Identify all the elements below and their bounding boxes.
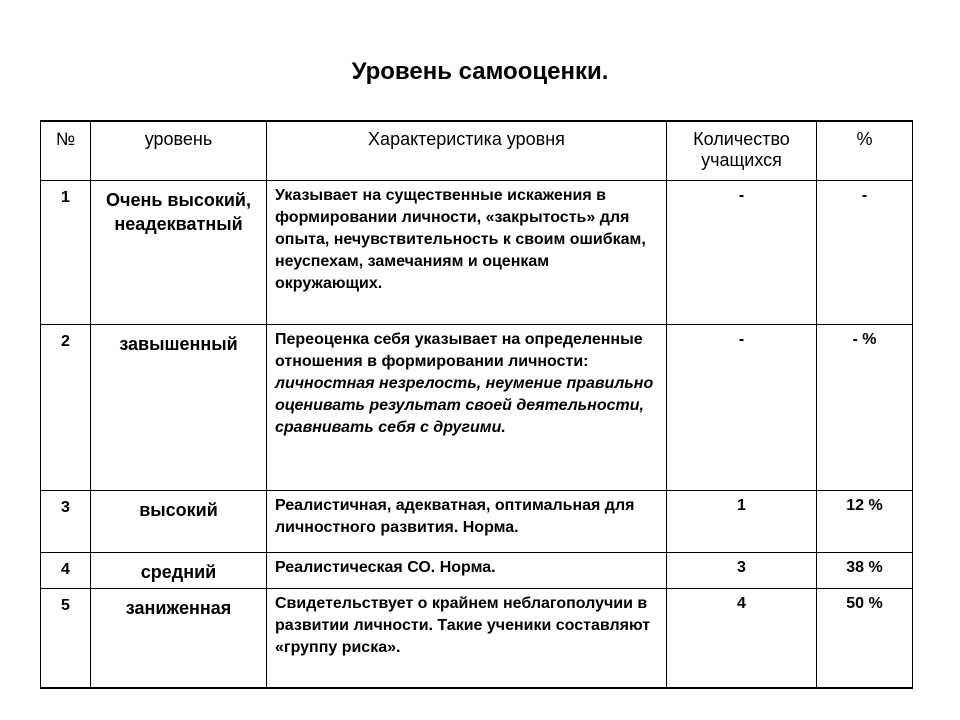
row-level: заниженная <box>91 588 267 688</box>
header-student-count: Количество учащихся <box>667 121 817 180</box>
row-count: - <box>667 324 817 490</box>
row-description-text: Указывает на существенные искажения в формировании личности, «закрытость» для опыта, нечувствительность к своим ошибкам, неуспехам, замечаниям и оценкам окружающих. <box>275 186 646 292</box>
row-number: 4 <box>41 552 91 588</box>
header-level: уровень <box>91 121 267 180</box>
row-percent: 12 % <box>817 490 913 552</box>
row-description <box>267 588 667 688</box>
row-percent: - % <box>817 324 913 490</box>
table-header-row <box>41 121 913 180</box>
row-count: 3 <box>667 552 817 588</box>
header-characteristic: Характеристика уровня <box>267 121 667 180</box>
row-description-text: Реалистичная, адекватная, оптимальная для личностного развития. Норма. <box>275 496 635 536</box>
row-description <box>267 180 667 324</box>
row-percent: 50 % <box>817 588 913 688</box>
row-number: 2 <box>41 324 91 490</box>
table-row <box>41 180 913 324</box>
row-description <box>267 552 667 588</box>
table-row <box>41 552 913 588</box>
table-row <box>41 588 913 688</box>
row-level: высокий <box>91 490 267 552</box>
row-level: завышенный <box>91 324 267 490</box>
row-number: 3 <box>41 490 91 552</box>
row-description-italic: личностная незрелость, неумение правильно оценивать результат своей деятельности, сравнивать себя с другими. <box>275 374 654 436</box>
row-description <box>267 324 667 490</box>
table-row <box>41 490 913 552</box>
row-percent: - <box>817 180 913 324</box>
row-number: 1 <box>41 180 91 324</box>
row-count: 4 <box>667 588 817 688</box>
self-esteem-table <box>40 120 913 689</box>
row-count: 1 <box>667 490 817 552</box>
header-number: № <box>41 121 91 180</box>
row-percent: 38 % <box>817 552 913 588</box>
header-percent: % <box>817 121 913 180</box>
table-row <box>41 324 913 490</box>
row-level: средний <box>91 552 267 588</box>
row-level: Очень высокий, неадекватный <box>91 180 267 324</box>
row-description <box>267 490 667 552</box>
row-description-text: Переоценка себя указывает на определенные отношения в формировании личности: <box>275 330 643 370</box>
row-count: - <box>667 180 817 324</box>
row-number: 5 <box>41 588 91 688</box>
row-description-text: Реалистическая СО. Норма. <box>275 558 496 576</box>
page-title: Уровень самооценки. <box>351 58 609 85</box>
row-description-text: Свидетельствует о крайнем неблагополучии в развитии личности. Такие ученики составляют «группу риска». <box>275 594 651 656</box>
